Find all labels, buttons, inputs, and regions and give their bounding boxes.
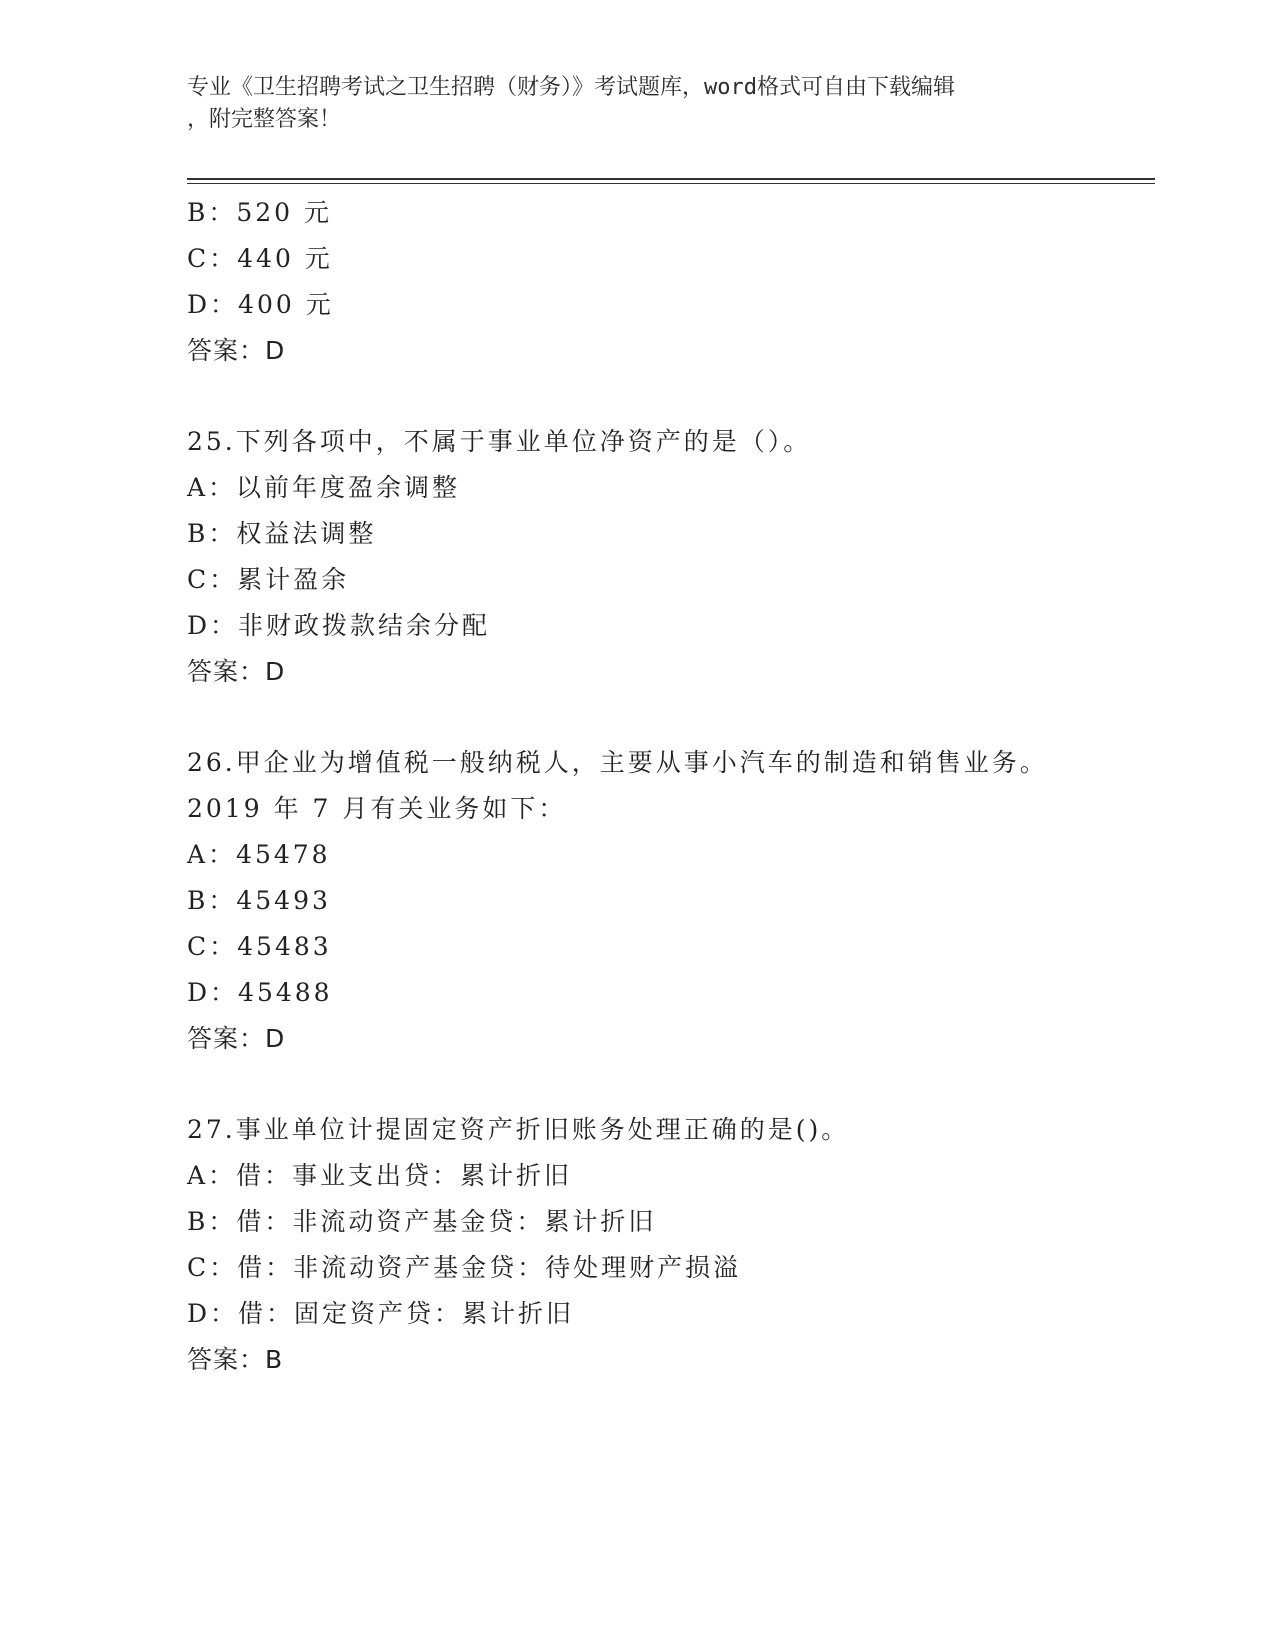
spacer (187, 695, 1147, 740)
spacer (187, 374, 1147, 419)
option-c: C：45483 (187, 932, 332, 961)
answer-line: 答案：D (187, 336, 286, 365)
option-a: A：借：事业支出贷：累计折旧 (187, 1161, 573, 1190)
option-d: D：45488 (187, 978, 333, 1007)
option-b: B：520 元 (187, 198, 333, 227)
answer-line: 答案：D (187, 1024, 286, 1053)
option-c: C：借：非流动资产基金贷：待处理财产损溢 (187, 1253, 742, 1282)
question-stem-continued: 2019 年 7 月有关业务如下： (187, 794, 567, 823)
option-b: B：45493 (187, 886, 331, 915)
option-c: C：440 元 (187, 244, 333, 273)
question-block-26 (187, 740, 1147, 1062)
option-a: A：45478 (187, 840, 331, 869)
option-b: B：借：非流动资产基金贷：累计折旧 (187, 1207, 657, 1236)
question-block-25 (187, 419, 1147, 695)
header-divider-thin (187, 183, 1155, 184)
option-d: D：非财政拨款结余分配 (187, 611, 491, 640)
answer-line: 答案：B (187, 1345, 284, 1374)
question-stem: 26.甲企业为增值税一般纳税人，主要从事小汽车的制造和销售业务。 (187, 748, 1048, 777)
option-b: B：权益法调整 (187, 519, 377, 548)
option-a: A：以前年度盈余调整 (187, 473, 461, 502)
document-header (187, 72, 1087, 136)
header-divider-thick (187, 178, 1155, 180)
header-line-1: 专业《卫生招聘考试之卫生招聘（财务）》考试题库，word格式可自由下载编辑 (187, 75, 955, 100)
option-d: D：借：固定资产贷：累计折旧 (187, 1299, 575, 1328)
question-list (187, 190, 1147, 1383)
question-stem: 27.事业单位计提固定资产折旧账务处理正确的是()。 (187, 1115, 850, 1144)
option-c: C：累计盈余 (187, 565, 350, 594)
option-d: D：400 元 (187, 290, 334, 319)
spacer (187, 1062, 1147, 1107)
question-block-24 (187, 190, 1147, 374)
header-line-2: ，附完整答案！ (187, 107, 342, 132)
question-block-27 (187, 1107, 1147, 1383)
question-stem: 25.下列各项中，不属于事业单位净资产的是（）。 (187, 427, 812, 456)
answer-line: 答案：D (187, 657, 286, 686)
